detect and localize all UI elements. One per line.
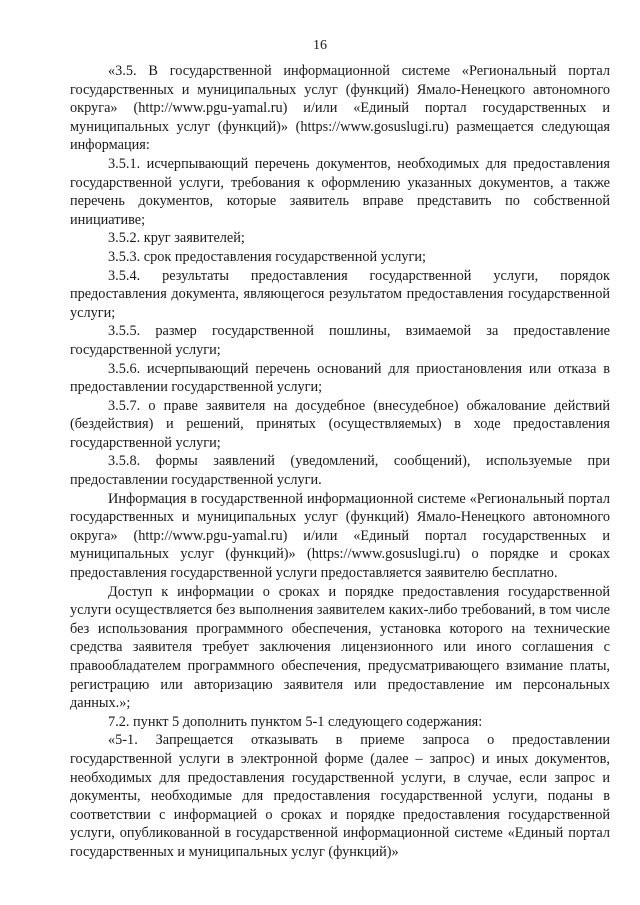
paragraph-info-free: Информация в государственной информационной системе «Региональный портал государственных и муниципальных услуг (функций) Ямало-Ненецкого автономного округа» (http://www.pgu-yamal.ru) и/или «Единый портал государственных и муниципальных услуг (функций)» (https://www.gosuslugi.ru) о порядке и сроках предоставления государственной услуги предоставляется заявителю бесплатно. <box>70 490 610 582</box>
paragraph-3-5-6: 3.5.6. исчерпывающий перечень оснований для приостановления или отказа в предоставлении государственной услуги; <box>70 360 610 396</box>
paragraph-3-5-7: 3.5.7. о праве заявителя на досудебное (внесудебное) обжалование действий (бездействия) и решений, принятых (осуществляемых) в ходе предоставления государственной услуги; <box>70 397 610 451</box>
page-number: 16 <box>313 38 327 53</box>
paragraph-5-1: «5-1. Запрещается отказывать в приеме запроса о предоставлении государственной услуги в электронной форме (далее – запрос) и иных документов, необходимых для предоставления государственной услуги, в случае, если запрос и документы, необходимые для предоставления государственной услуги, поданы в соответствии с информацией о сроках и порядке предоставления государственной услуги, опубликованной в государственной информационной системе «Единый портал государственных и муниципальных услуг (функций)» <box>70 732 610 860</box>
paragraph-access: Доступ к информации о сроках и порядке предоставления государственной услуги осуществляется без выполнения заявителем каких-либо требований, в том числе без использования программного обеспечения, установка которого на технические средства заявителя требует заключения лицензионного или иного соглашения с правообладателем программного обеспечения, предусматривающего взимание платы, регистрацию или авторизацию заявителя или предоставление им персональных данных.»; <box>70 583 610 712</box>
paragraph-3-5-3: 3.5.3. срок предоставления государственной услуги; <box>108 248 426 265</box>
paragraph-3-5-5: 3.5.5. размер государственной пошлины, взимаемой за предоставление государственной услуги; <box>70 323 610 358</box>
paragraph-3-5-2: 3.5.2. круг заявителей; <box>108 230 245 247</box>
paragraph-3-5-4: 3.5.4. результаты предоставления государственной услуги, порядок предоставления документа, являющегося результатом предоставления государственной услуги; <box>70 267 610 321</box>
paragraph-7-2: 7.2. пункт 5 дополнить пунктом 5-1 следующего содержания: <box>108 713 483 730</box>
paragraph-3-5-8: 3.5.8. формы заявлений (уведомлений, сообщений), используемые при предоставлении государственной услуги. <box>70 453 610 489</box>
paragraph-3-5-1: 3.5.1. исчерпывающий перечень документов, необходимых для предоставления государственной услуги, требования к оформлению указанных документов, а также перечень документов, которые заявитель вправе представить по собственной инициативе; <box>70 155 610 228</box>
document-body <box>70 62 610 862</box>
paragraph-3-5: «3.5. В государственной информационной системе «Региональный портал государственных и муниципальных услуг (функций) Ямало-Ненецкого автономного округа» (http://www.pgu-yamal.ru) и/или «Единый портал государственных и муниципальных услуг (функций)» (https://www.gosuslugi.ru) размещается следующая информация: <box>70 63 610 154</box>
